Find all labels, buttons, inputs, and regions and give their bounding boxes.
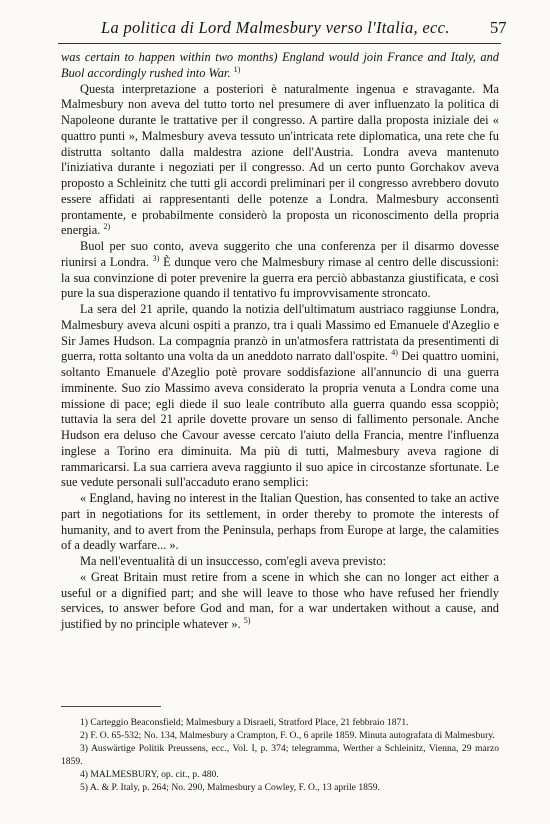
footnote-number: 5) — [80, 782, 88, 794]
footnote-number: 3) — [80, 743, 88, 755]
paragraph — [61, 239, 499, 302]
footnote-number: 4) — [80, 768, 88, 780]
footnotes — [61, 717, 499, 795]
paragraph-text: È dunque vero che Malmesbury rimase al centro delle discussioni: la sua convinzione di poter prevenire la guerra era perciò abbastanza giustificata, e così pure la sua disperazione quando il tentativo fu improvvisamente stroncato. — [61, 254, 499, 301]
footnote-number: 2) — [80, 730, 88, 742]
italic-quote-end: was certain to happen within two months) England would join France and Italy, and Buol accordingly rushed into War. — [61, 50, 499, 80]
main-text — [61, 50, 499, 633]
page-number: 57 — [490, 18, 507, 37]
footnote — [61, 730, 499, 742]
paragraph-text: Dei quattro uomini, soltanto Emanuele d'Azeglio potè provare soddisfazione all'annuncio di una guerra imminente. Suo zio Massimo aveva considerato la propria venuta a Londra come una missione di pace; egli diede il suo leale contributo alla guerra quando essa scoppiò; tuttavia la sera del 21 aprile dovette provare un senso di fallimento personale. Anche Hudson era deluso che Cavour avesse cercato l'aiuto della Francia, mentre l'influenza inglese a Torino era diminuita. Ma più di tutti, Malmesbury aveva ragione di rammaricarsi. La sua carriera aveva raggiunto il suo apice in circostanze sfortunate. Le sue vedute personali sull'accaduto erano semplici: — [61, 349, 499, 490]
quote-text: « Great Britain must retire from a scene in which she can no longer act either a useful or a dignified part; and she will leave to those who have refused her friendly services, to answer before God and man, for a war undertaken without a cause, and justified by no principle whatever ». — [61, 569, 499, 631]
paragraph — [61, 82, 499, 240]
footnote-text: F. O. 65-532; No. 134, Malmesbury a Crampton, F. O., 6 aprile 1859. Minuta autografata di Malmesbury. — [90, 730, 495, 742]
footnote-text: MALMESBURY, op. cit., p. 480. — [90, 768, 219, 780]
footnote-rule — [61, 706, 161, 707]
page-header — [0, 18, 550, 38]
footnote-text: Carteggio Beaconsfield; Malmesbury a Disraeli, Stratford Place, 21 febbraio 1871. — [90, 717, 409, 728]
block-quote — [61, 570, 499, 633]
footnote-ref: 2) — [103, 222, 111, 232]
block-quote: « England, having no interest in the Italian Question, has consented to take an active part in negotiations for its settlement, in order thereby to promote the interests of humanity, and to avert from the Peninsula, perhaps from Europe at large, the calamities of a deadly warfare... ». — [61, 491, 499, 553]
header-rule — [58, 43, 501, 44]
paragraph-continuation — [61, 50, 499, 82]
paragraph: Ma nell'eventualità di un insuccesso, com'egli aveva previsto: — [80, 554, 386, 568]
footnote — [61, 743, 499, 767]
footnote — [61, 769, 499, 781]
footnote — [61, 782, 499, 794]
footnote-ref: 4) — [391, 348, 398, 358]
footnote-number: 1) — [80, 717, 88, 728]
paragraph — [61, 302, 499, 491]
footnote — [61, 717, 499, 729]
paragraph-text: La sera del 21 aprile, quando la notizia dell'ultimatum austriaco raggiunse Londra, Malmesbury aveva alcuni ospiti a pranzo, tra i quali Massimo ed Emanuele d'Azeglio e Sir James Hudson. La compagnia pranzò in un'atmosfera rattristata da presentimenti di guerra, rotta soltanto una volta da un aneddoto narrato dall'ospite. — [61, 302, 499, 364]
footnote-text: A. & P. Italy, p. 264; No. 290, Malmesbury a Cowley, F. O., 13 aprile 1859. — [89, 782, 380, 794]
running-title: La politica di Lord Malmesbury verso l'Italia, ecc. — [101, 18, 450, 37]
footnote-ref: 1) — [233, 64, 241, 74]
paragraph-text: Questa interpretazione a posteriori è naturalmente ingenua e stravagante. Ma Malmesbury non aveva del tutto torto nel presumere di aver influenzato la politica di Napoleone durante le trattative per il congresso. A partire dalla proposta iniziale dei « quattro punti », Malmesbury aveva tessuto un'intricata rete diplomatica, una rete che fu distrutta soltanto dalla maldestra azione dell'Austria. Londra aveva mantenuto l'iniziativa durante i negoziati per il congresso. Ad un certo punto Gorchakov aveva proposto a Schleinitz che tutti gli accordi preliminari per il congresso avrebbero dovuto essere affidati ai rappresentanti delle potenze a Londra. Malmesbury acconsentì prontamente, e probabilmente considerò la proposta un riconoscimento della propria energia. — [61, 81, 499, 238]
paragraph-text: Buol per suo conto, aveva suggerito che una conferenza per il disarmo dovesse riunirsi a Londra. — [61, 239, 499, 269]
footnote-ref: 5) — [243, 615, 251, 625]
footnote-text: Auswärtige Politik Preussens, ecc., Vol. I, p. 374; telegramma, Werther a Schleinitz, Vienna, 29 marzo 1859. — [61, 743, 499, 767]
footnote-ref: 3) — [152, 253, 160, 263]
